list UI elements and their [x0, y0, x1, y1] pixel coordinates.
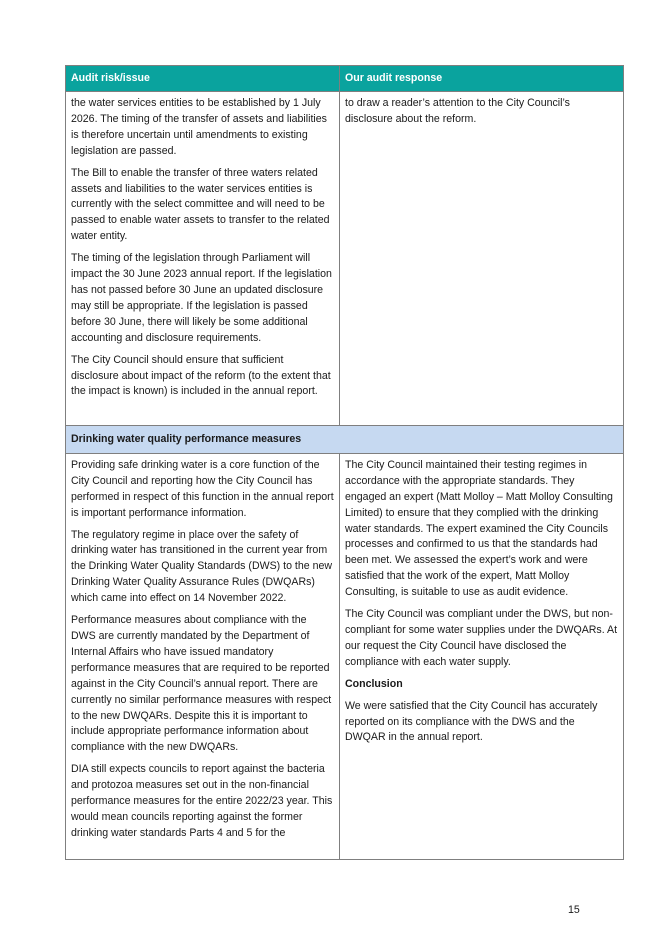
issue-paragraph: Providing safe drinking water is a core function of the City Council and reporting how the City Council has performed in respect of this function in the annual report is important performance information. [71, 458, 334, 519]
section-title: Drinking water quality performance measures [66, 426, 624, 454]
column-header-audit-risk: Audit risk/issue [66, 66, 340, 92]
response-paragraph: The City Council maintained their testing regimes in accordance with the appropriate standards. They engaged an expert (Matt Molloy – Matt Molloy Consulting Limited) to ensure that they complied with the drinking water standards. The expert examined the City Councils processes and confirmed to us that the standards had been met. We assessed the expert’s work and were satisfied that the work of the expert, Matt Molloy Consulting, is suitable to use as audit evidence. [345, 458, 613, 599]
issue-paragraph: The regulatory regime in place over the safety of drinking water has transitioned in the current year from the Drinking Water Quality Standards (DWS) to the new Drinking Water Quality Assurance Rules (DWQARs) which came into effect on 14 November 2022. [71, 528, 333, 605]
audit-risk-cell [66, 92, 340, 426]
issue-paragraph: The Bill to enable the transfer of three waters related assets and liabilities to the water services entities is currently with the select committee and will need to be passed to enable water assets to transfer to the related water entity. [71, 166, 330, 243]
section-header-row [66, 426, 624, 454]
issue-paragraph: The timing of the legislation through Parliament will impact the 30 June 2023 annual report. If the legislation has not passed before 30 June an updated disclosure may still be appropriate. If the legislation is passed before 30 June, there will likely be some additional accounting and disclosure requirements. [71, 252, 332, 344]
table-row [66, 92, 624, 426]
table-header-row [66, 66, 624, 92]
audit-risk-cell [66, 453, 340, 859]
audit-response-cell [340, 453, 624, 859]
response-paragraph: The City Council was compliant under the DWS, but non-compliant for some water supplies under the DWQARs. At our request the City Council have disclosed the compliance with each water supply. [345, 608, 618, 668]
audit-findings-table [65, 65, 624, 860]
page-number: 15 [568, 904, 580, 916]
issue-paragraph: The City Council should ensure that sufficient disclosure about impact of the reform (to the extent that the impact is known) is included in the annual report. [71, 353, 331, 398]
conclusion-text: We were satisfied that the City Council has accurately reported on its compliance with the DWS and the DWQAR in the annual report. [345, 699, 598, 744]
issue-paragraph: the water services entities to be established by 1 July 2026. The timing of the transfer of assets and liabilities is therefore uncertain until amendments to existing legislation are passed. [71, 97, 327, 157]
issue-paragraph: DIA still expects councils to report against the bacteria and protozoa measures set out in the non-financial performance measures for the entire 2022/23 year. This would mean councils reporting against the former drinking water standards Parts 4 and 5 for the [71, 763, 333, 839]
column-header-audit-response: Our audit response [340, 66, 624, 92]
conclusion-heading: Conclusion [345, 677, 403, 690]
table-row [66, 453, 624, 859]
audit-response-cell [340, 92, 624, 426]
response-paragraph: to draw a reader’s attention to the City Council’s disclosure about the reform. [345, 97, 570, 125]
issue-paragraph: Performance measures about compliance with the DWS are currently mandated by the Department of Internal Affairs who have issued mandatory performance measures that are required to be reported against in the City Council’s annual report. There are currently no similar performance measures with respect to the new DWQARs. Despite this it is important to include appropriate performance information about compliance with the new DWQARs. [71, 614, 332, 754]
